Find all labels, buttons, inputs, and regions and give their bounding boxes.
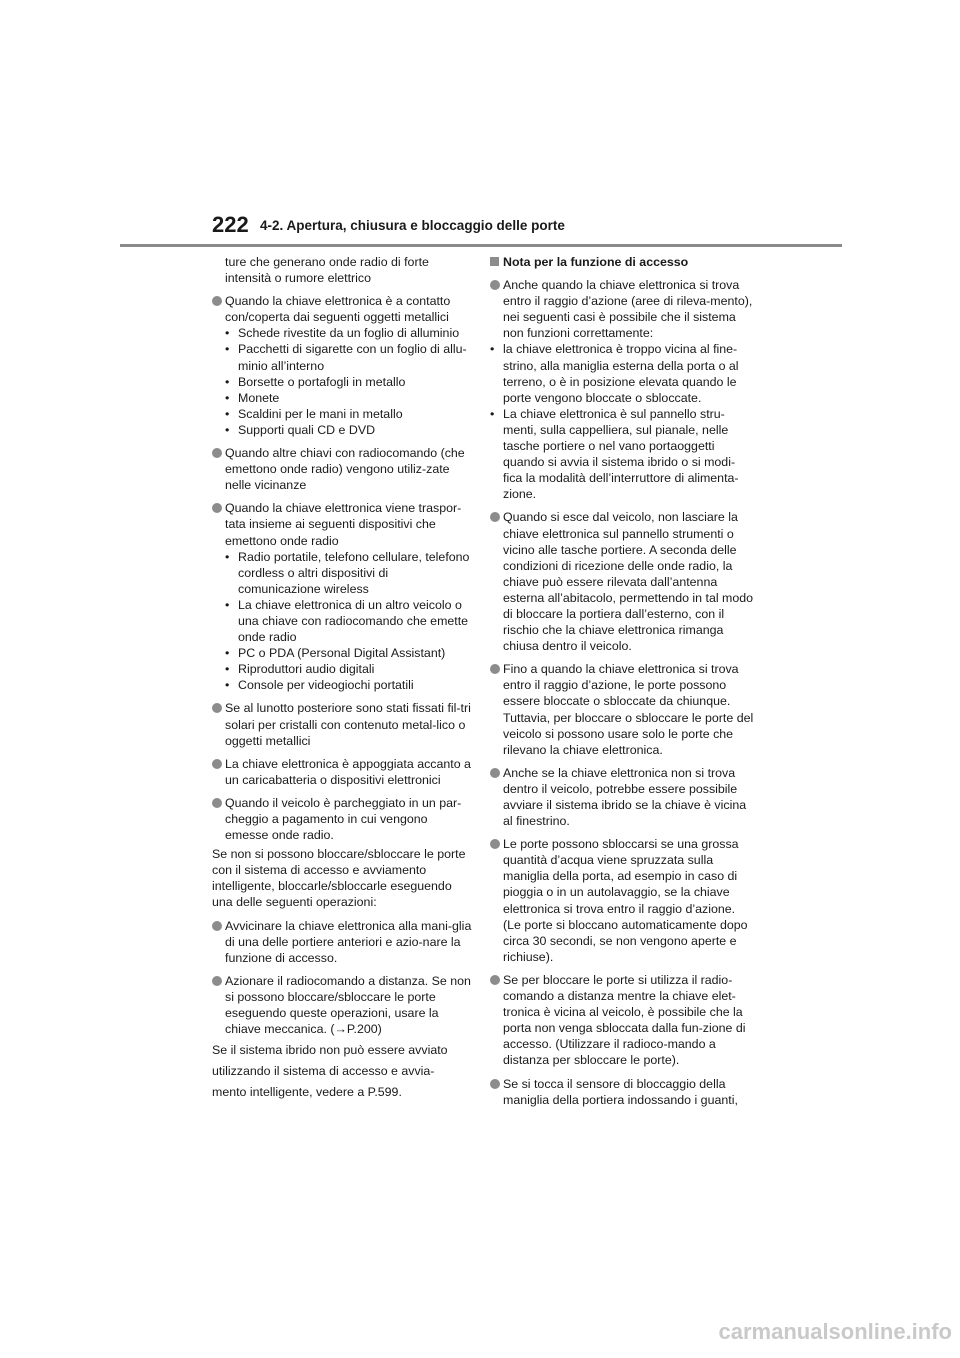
list-item: [212, 500, 474, 693]
bullet-icon: [212, 703, 222, 713]
bullet-text: Avvicinare la chiave elettronica alla mani-glia di una delle portiere anteriori e azio-nare la funzione di accesso.: [225, 918, 472, 965]
list-item: [212, 700, 474, 748]
sub-bullet-icon: •: [225, 549, 230, 564]
list-item: [212, 293, 474, 438]
right-column: [490, 254, 754, 1115]
list-item: [490, 1076, 754, 1108]
bullet-text: Se per bloccare le porte si utilizza il radio-comando a distanza mentre la chiave elet-tronica è vicina al veicolo, è possibile che la porta non venga sbloccata dalla fun-zione di accesso. (Utilizzare il radioco-mando a distanza per sbloccare le porte).: [503, 972, 746, 1068]
page-reference-link[interactable]: P.200): [346, 1022, 382, 1037]
sub-item: • la chiave elettronica è troppo vicina al fine-strino, alla maniglia esterna della porta o al terreno, o è in posizione elevata quando le porte vengono bloccate o sbloccate.: [490, 342, 739, 405]
bullet-icon: [212, 296, 222, 306]
sub-item: • La chiave elettronica è sul pannello stru-menti, sulla cappelliera, sul pianale, nelle tasche portiere o nel vano portaoggetti quando si avvia il sistema ibrido o si modi-fica la modalità dell’interruttore di alimenta-zione.: [490, 406, 739, 502]
list-item: [490, 661, 754, 758]
bullet-text: Anche se la chiave elettronica non si trova dentro il veicolo, potrebbe essere possibile avviare il sistema ibrido se la chiave è vicina al finestrino.: [503, 765, 747, 829]
sub-bullet-icon: •: [225, 662, 230, 677]
left-column: [212, 254, 474, 1103]
paragraph: Se non si possono bloccare/sbloccare le porte con il sistema di accesso e avviamento intelligente, bloccarle/sbloccarle eseguendo una delle seguenti operazioni:: [212, 847, 466, 910]
list-item: [212, 918, 474, 966]
bullet-icon: [212, 759, 222, 769]
bullet-text: Se si tocca il sensore di bloccaggio della maniglia della portiera indossando i guanti,: [503, 1076, 738, 1107]
list-item: [212, 756, 474, 788]
sub-bullet-icon: •: [225, 406, 230, 421]
bullet-icon: [490, 768, 500, 778]
sub-item: • Supporti quali CD e DVD: [225, 422, 376, 437]
bullet-text: La chiave elettronica è appoggiata accanto a un caricabatteria o dispositivi elettronici: [225, 756, 471, 787]
bullet-icon: [490, 280, 500, 290]
sub-item: • PC o PDA (Personal Digital Assistant): [225, 646, 446, 661]
list-item: [490, 509, 754, 654]
sub-item: • La chiave elettronica di un altro veicolo o una chiave con radiocomando che emette onde radio: [225, 597, 469, 645]
sub-bullet-icon: •: [225, 597, 230, 612]
sub-item: • Schede rivestite da un foglio di alluminio: [225, 326, 460, 341]
bullet-text: Quando il veicolo è parcheggiato in un par-cheggio a pagamento in cui vengono emesse onde radio.: [225, 795, 462, 843]
sub-item: • Pacchetti di sigarette con un foglio di allu-minio all’interno: [225, 342, 467, 373]
bullet-text: Le porte possono sbloccarsi se una grossa quantità d’acqua viene spruzzata sulla maniglia della porta, ad esempio in caso di pioggia o in un autolavaggio, se la chiave elettronica si trova entro il raggio d’azione. (Le porte si bloccano automaticamente dopo circa 30 secondi, se non vengono aperte e richiuse).: [503, 837, 748, 964]
list-item: [212, 973, 474, 1037]
arrow-icon: →: [334, 1022, 347, 1037]
list-item: [490, 836, 754, 965]
list-item: [212, 795, 474, 843]
sub-item: • Console per videogiochi portatili: [225, 678, 414, 693]
sub-bullet-icon: •: [490, 342, 495, 357]
watermark: carmanualsonline.info: [718, 1319, 952, 1344]
bullet-icon: [212, 503, 222, 513]
bullet-icon: [212, 448, 222, 458]
sub-item: • Monete: [225, 390, 280, 405]
list-item: [212, 445, 474, 493]
sub-bullet-icon: •: [225, 678, 230, 693]
bullet-icon: [490, 1079, 500, 1089]
sub-bullet-icon: •: [490, 406, 495, 421]
bullet-text: Quando si esce dal veicolo, non lasciare la chiave elettronica sul pannello strumenti o vicino alle tasche portiere. A seconda delle condizioni di ricezione delle onde radio, la chiave può essere rilevata dall’antenna esterna all’abitacolo, permettendo in tal modo di bloccare la portiera dall’esterno, con il rischio che la chiave elettronica rimanga chiusa dentro il veicolo.: [503, 510, 754, 654]
bullet-icon: [212, 798, 222, 808]
list-item: [490, 277, 754, 502]
bullet-icon: [212, 976, 222, 986]
paragraph-line: utilizzando il sistema di accesso e avvia-: [212, 1064, 435, 1079]
paragraph-line: Se il sistema ibrido non può essere avviato: [212, 1043, 448, 1058]
bullet-icon: [212, 921, 222, 931]
sub-bullet-icon: •: [225, 342, 230, 357]
bullet-text: Quando la chiave elettronica viene traspor-tata insieme ai seguenti dispositivi che emettono onde radio: [225, 501, 462, 548]
paragraph-line: mento intelligente, vedere a P.599.: [212, 1085, 402, 1100]
bullet-text: Quando la chiave elettronica è a contatto con/coperta dai seguenti oggetti metallici: [225, 294, 451, 325]
bullet-text: Azionare il radiocomando a distanza. Se non si possono bloccare/sbloccare le porte eseguendo queste operazioni, usare la chiave meccanica. (→P.200): [225, 973, 471, 1037]
bullet-text: Quando altre chiavi con radiocomando (che emettono onde radio) vengono utiliz-zate nelle vicinanze: [225, 446, 465, 493]
bullet-icon: [490, 664, 500, 674]
bullet-text: Fino a quando la chiave elettronica si trova entro il raggio d’azione, le porte possono essere bloccate o sbloccate da chiunque. Tuttavia, per bloccare o sbloccare le porte del veicolo si possono usare solo le porte che rilevano la chiave elettronica.: [503, 662, 754, 757]
sub-item: • Radio portatile, telefono cellulare, telefono cordless o altri dispositivi di comunicazione wireless: [225, 549, 470, 596]
page-number: 222: [212, 212, 249, 237]
bullet-text: Anche quando la chiave elettronica si trova entro il raggio d’azione (aree di rileva-mento), nei seguenti casi è possibile che il sistema non funzioni correttamente:: [503, 278, 753, 341]
sub-item: • Scaldini per le mani in metallo: [225, 406, 403, 421]
sub-bullet-icon: •: [225, 374, 230, 389]
continuation-text: ture che generano onde radio di forte intensità o rumore elettrico: [225, 255, 429, 286]
sub-item: • Riproduttori audio digitali: [225, 662, 375, 677]
subsection-heading: Nota per la funzione di accesso: [490, 254, 754, 270]
sub-bullet-icon: •: [225, 422, 230, 437]
section-title: 4-2. Apertura, chiusura e bloccaggio delle porte: [260, 218, 565, 233]
bullet-icon: [490, 512, 500, 522]
square-bullet-icon: [490, 257, 499, 266]
list-item: [490, 972, 754, 1069]
bullet-icon: [490, 975, 500, 985]
header-divider: [120, 244, 842, 247]
list-item: [490, 765, 754, 829]
sub-bullet-icon: •: [225, 326, 230, 341]
sub-item: • Borsette o portafogli in metallo: [225, 374, 406, 389]
sub-bullet-icon: •: [225, 646, 230, 661]
sub-bullet-icon: •: [225, 390, 230, 405]
bullet-icon: [490, 839, 500, 849]
bullet-text: Se al lunotto posteriore sono stati fissati fil-tri solari per cristalli con contenuto metal-lico o oggetti metallici: [225, 701, 471, 748]
